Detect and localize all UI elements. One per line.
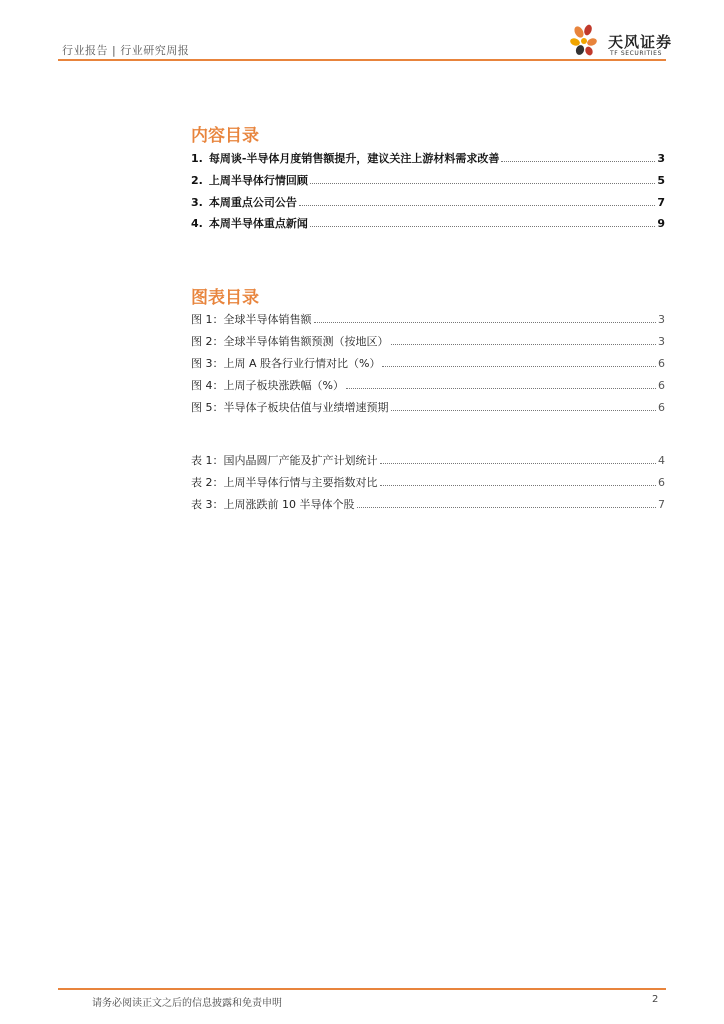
figure-number: 图 4：	[191, 379, 224, 392]
dot-leader	[501, 160, 655, 162]
table-page: 7	[658, 498, 665, 511]
figure-label: 上周 A 股各行业行情对比（%）	[223, 357, 381, 370]
figure-label: 上周子板块涨跌幅（%）	[223, 379, 344, 392]
toc-item[interactable]	[191, 215, 665, 231]
figure-number: 图 2：	[191, 335, 224, 348]
figure-page: 3	[658, 313, 665, 326]
figure-number: 图 1：	[191, 313, 224, 326]
dot-leader	[391, 343, 657, 345]
report-category: 行业报告 | 行业研究周报	[62, 44, 190, 57]
toc-item[interactable]	[191, 172, 665, 188]
toc-item-number: 1.	[191, 152, 203, 165]
dot-leader	[310, 182, 656, 184]
dot-leader	[299, 204, 656, 206]
toc-item-label: 上周半导体行情回顾	[208, 174, 308, 187]
table-number: 表 2：	[191, 476, 224, 489]
figure-label: 半导体子板块估值与业绩增速预期	[223, 401, 389, 414]
dot-leader	[314, 321, 657, 323]
toc-item-label: 本周半导体重点新闻	[208, 217, 308, 230]
table-label: 上周半导体行情与主要指数对比	[223, 476, 378, 489]
figure-list-item[interactable]	[191, 355, 665, 371]
dot-leader	[382, 365, 656, 367]
dot-leader	[310, 225, 656, 227]
table-list-item[interactable]	[191, 474, 665, 490]
dot-leader	[346, 387, 656, 389]
table-number: 表 3：	[191, 498, 224, 511]
table-page: 6	[658, 476, 665, 489]
table-number: 表 1：	[191, 454, 224, 467]
brand-name-en: TF SECURITIES	[610, 50, 662, 57]
table-list-item[interactable]	[191, 452, 665, 468]
toc-item-page: 7	[657, 196, 665, 209]
dot-leader	[357, 506, 657, 508]
footer-divider	[58, 988, 666, 990]
page-number: 2	[652, 994, 659, 1005]
contents-title: 内容目录	[191, 126, 259, 146]
toc-item-number: 4.	[191, 217, 203, 230]
toc-item-number: 3.	[191, 196, 203, 209]
toc-item-page: 9	[657, 217, 665, 230]
tf-flower-logo-icon	[568, 24, 604, 60]
toc-item[interactable]	[191, 150, 665, 166]
figure-list-item[interactable]	[191, 399, 665, 415]
figure-list-item[interactable]	[191, 311, 665, 327]
figure-label: 全球半导体销售额	[223, 313, 312, 326]
dot-leader	[380, 484, 657, 486]
figure-list-item[interactable]	[191, 333, 665, 349]
figure-page: 6	[658, 379, 665, 392]
toc-item-page: 5	[657, 174, 665, 187]
brand-name-cn: 天风证券	[608, 33, 673, 51]
figure-list-item[interactable]	[191, 377, 665, 393]
figure-number: 图 3：	[191, 357, 224, 370]
toc-item-number: 2.	[191, 174, 203, 187]
toc-item-label: 每周谈-半导体月度销售额提升，建议关注上游材料需求改善	[208, 152, 500, 165]
toc-item-label: 本周重点公司公告	[208, 196, 297, 209]
figures-title: 图表目录	[191, 288, 259, 308]
dot-leader	[391, 409, 657, 411]
figure-page: 6	[658, 357, 665, 370]
figure-number: 图 5：	[191, 401, 224, 414]
table-list-item[interactable]	[191, 496, 665, 512]
toc-item-page: 3	[657, 152, 665, 165]
toc-item[interactable]	[191, 194, 665, 210]
dot-leader	[380, 462, 657, 464]
table-page: 4	[658, 454, 665, 467]
company-logo	[568, 24, 678, 60]
figure-page: 3	[658, 335, 665, 348]
table-label: 国内晶圆厂产能及扩产计划统计	[223, 454, 378, 467]
figure-page: 6	[658, 401, 665, 414]
footer-disclaimer: 请务必阅读正文之后的信息披露和免责申明	[92, 998, 282, 1009]
figure-label: 全球半导体销售额预测（按地区）	[223, 335, 389, 348]
table-label: 上周涨跌前 10 半导体个股	[223, 498, 355, 511]
